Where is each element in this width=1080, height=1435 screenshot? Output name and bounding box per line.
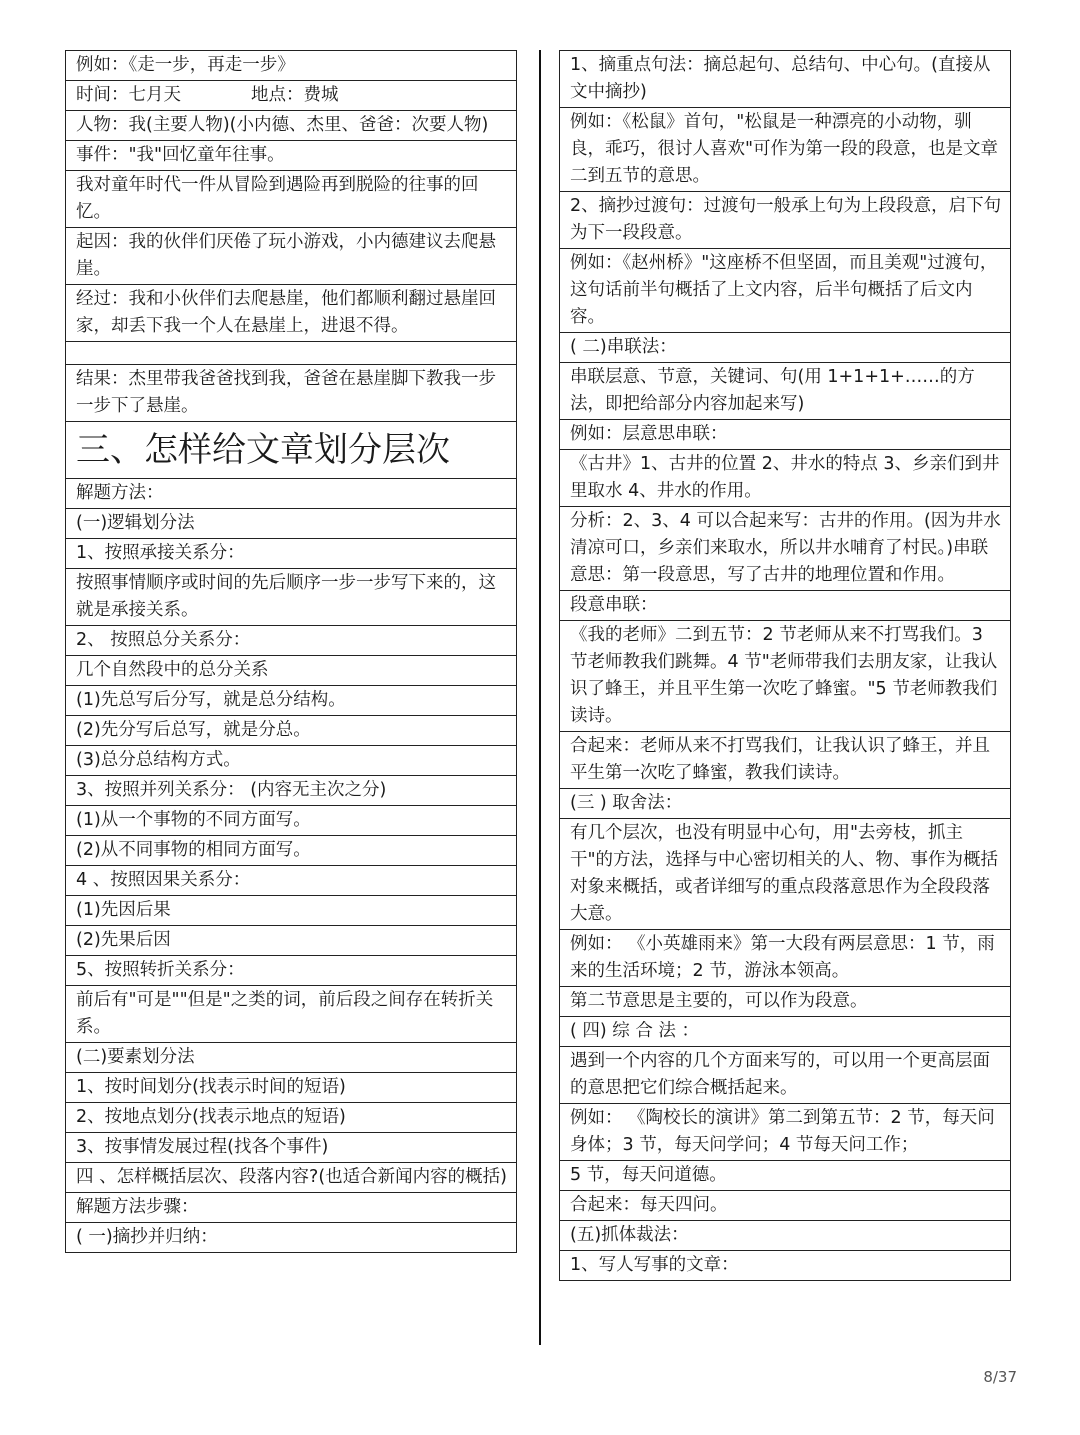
table-row: 2、摘抄过渡句：过渡句一般承上句为上段段意，启下句为下一段段意。 (560, 192, 1010, 249)
table-row: 5 节，每天问道德。 (560, 1161, 1010, 1191)
table-row: 1、按时间划分(找表示时间的短语) (66, 1073, 516, 1103)
table-row: 起因：我的伙伴们厌倦了玩小游戏，小内德建议去爬悬崖。 (66, 228, 516, 285)
table-row: ( 二)串联法： (560, 333, 1010, 363)
table-row: 4 、按照因果关系分： (66, 866, 516, 896)
table-row: (二)要素划分法 (66, 1043, 516, 1073)
table-row: 事件："我"回忆童年往事。 (66, 141, 516, 171)
table-row: (2)先果后因 (66, 926, 516, 956)
table-row: 遇到一个内容的几个方面来写的，可以用一个更高层面的意思把它们综合概括起来。 (560, 1047, 1010, 1104)
table-row: 解题方法： (66, 479, 516, 509)
table-row: 按照事情顺序或时间的先后顺序一步一步写下来的，这就是承接关系。 (66, 569, 516, 626)
table-row: 例如：《赵州桥》"这座桥不但坚固，而且美观"过渡句，这句话前半句概括了上文内容，后半句概括了后文内容。 (560, 249, 1010, 333)
table-row: 分析：2、3、4 可以合起来写：古井的作用。(因为井水清凉可口，乡亲们来取水，所以井水哺育了村民。)串联意思：第一段意思，写了古井的地理位置和作用。 (560, 507, 1010, 591)
table-row: 人物：我(主要人物)(小内德、杰里、爸爸：次要人物) (66, 111, 516, 141)
table-row: 经过：我和小伙伴们去爬悬崖，他们都顺利翻过悬崖回家，却丢下我一个人在悬崖上，进退不得。 (66, 285, 516, 342)
table-row: (1)先因后果 (66, 896, 516, 926)
table-row: 5、按照转折关系分： (66, 956, 516, 986)
table-row: 第二节意思是主要的，可以作为段意。 (560, 987, 1010, 1017)
table-row (66, 342, 516, 365)
table-row: (2)从不同事物的相同方面写。 (66, 836, 516, 866)
table-row: 1、写人写事的文章： (570, 1255, 739, 1275)
table-row: 有几个层次，也没有明显中心句，用"去旁枝，抓主干"的方法，选择与中心密切相关的人、物、事作为概括对象来概括，或者详细写的重点段落意思作为全段段落大意。 (560, 819, 1010, 930)
page-number: 8/37 (983, 1368, 1017, 1386)
table-row: 3、按事情发展过程(找各个事件) (66, 1133, 516, 1163)
table-row: (2)先分写后总写，就是分总。 (66, 716, 516, 746)
table-row: (1)先总写后分写，就是总分结构。 (66, 686, 516, 716)
table-row: (五)抓体裁法： (560, 1221, 1010, 1251)
table-row: 2、按地点划分(找表示地点的短语) (66, 1103, 516, 1133)
table-row: (3)总分总结构方式。 (66, 746, 516, 776)
table-row: 结果：杰里带我爸爸找到我，爸爸在悬崖脚下教我一步一步下了悬崖。 (66, 365, 516, 422)
table-row: 3、按照并列关系分： (内容无主次之分) (66, 776, 516, 806)
table-row: ( 一)摘抄并归纳： (76, 1227, 218, 1247)
table-row: ( 四) 综 合 法 ： (560, 1017, 1010, 1047)
table-row: 我对童年时代一件从冒险到遇险再到脱险的往事的回忆。 (66, 171, 516, 228)
left-column (65, 50, 517, 1253)
section-heading: 三、怎样给文章划分层次 (66, 422, 516, 479)
table-row: 几个自然段中的总分关系 (66, 656, 516, 686)
table-row: 解题方法步骤： (66, 1193, 516, 1223)
table-row: (1)从一个事物的不同方面写。 (66, 806, 516, 836)
table-row: 时间：七月天 地点：费城 (66, 81, 516, 111)
table-row: 《我的老师》二到五节：2 节老师从来不打骂我们。3 节老师教我们跳舞。4 节"老师带我们去朋友家，让我认识了蜂王，并且平生第一次吃了蜂蜜。"5 节老师教我们读诗。 (560, 621, 1010, 732)
table-row: 合起来：老师从来不打骂我们，让我认识了蜂王，并且平生第一次吃了蜂蜜，教我们读诗。 (560, 732, 1010, 789)
table-row: 段意串联： (560, 591, 1010, 621)
table-row: 1、按照承接关系分： (66, 539, 516, 569)
table-row: 例如： 《陶校长的演讲》第二到第五节：2 节，每天问身体；3 节，每天问学问；4 节每天问工作； (560, 1104, 1010, 1161)
table-row: (一)逻辑划分法 (66, 509, 516, 539)
column-divider (539, 50, 541, 1345)
table-row: 四 、怎样概括层次、段落内容?(也适合新闻内容的概括) (66, 1163, 516, 1193)
table-row: 合起来：每天四问。 (560, 1191, 1010, 1221)
table-row: 串联层意、节意，关键词、句(用 1+1+1+……的方法，即把给部分内容加起来写) (560, 363, 1010, 420)
table-row: 例如： 《小英雄雨来》第一大段有两层意思：1 节，雨来的生活环境；2 节，游泳本领高。 (560, 930, 1010, 987)
table-row: 2、 按照总分关系分： (66, 626, 516, 656)
table-row: 前后有"可是""但是"之类的词，前后段之间存在转折关系。 (66, 986, 516, 1043)
table-row: (三 ) 取舍法： (560, 789, 1010, 819)
table-row: 例如：《走一步，再走一步》 (66, 51, 516, 81)
table-row: 例如：层意思串联： (560, 420, 1010, 450)
table-row: 《古井》1、古井的位置 2、井水的特点 3、乡亲们到井里取水 4、井水的作用。 (560, 450, 1010, 507)
right-column (559, 50, 1011, 1281)
table-row: 例如：《松鼠》首句，"松鼠是一种漂亮的小动物，驯良，乖巧，很讨人喜欢"可作为第一段的段意，也是文章二到五节的意思。 (560, 108, 1010, 192)
table-row: 1、摘重点句法：摘总起句、总结句、中心句。(直接从文中摘抄) (560, 51, 1010, 108)
